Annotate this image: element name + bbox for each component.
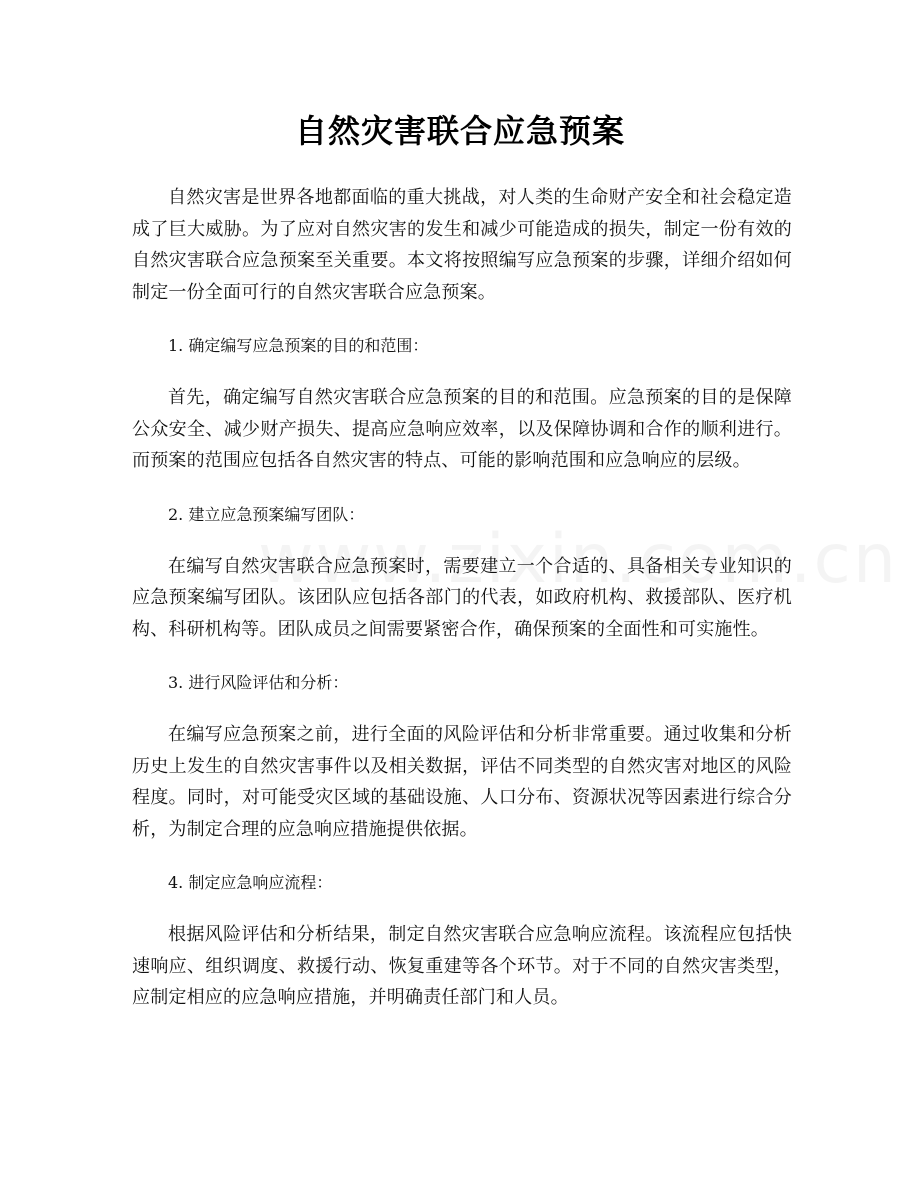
section-heading-3: 3. 进行风险评估和分析： [168,673,349,692]
section-heading-1: 1. 确定编写应急预案的目的和范围： [168,336,429,355]
section-body-4: 根据风险评估和分析结果，制定自然灾害联合应急响应流程。该流程应包括快速响应、组织调度、救援行动、恢复重建等各个环节。对于不同的自然灾害类型，应制定相应的应急响应措施，并明确责任部门和人员。 [132,924,792,1008]
intro-paragraph: 自然灾害是世界各地都面临的重大挑战，对人类的生命财产安全和社会稳定造成了巨大威胁。为了应对自然灾害的发生和减少可能造成的损失，制定一份有效的自然灾害联合应急预案至关重要。本文将按照编写应急预案的步骤，详细介绍如何制定一份全面可行的自然灾害联合应急预案。 [132,187,792,303]
section-body-2: 在编写自然灾害联合应急预案时，需要建立一个合适的、具备相关专业知识的应急预案编写团队。该团队应包括各部门的代表，如政府机构、救援部队、医疗机构、科研机构等。团队成员之间需要紧密合作，确保预案的全面性和可实施性。 [132,555,792,640]
document-body [132,182,792,1039]
section-heading-2: 2. 建立应急预案编写团队： [168,504,365,524]
section-heading-4: 4. 制定应急响应流程： [168,873,333,892]
section-body-1: 首先，确定编写自然灾害联合应急预案的目的和范围。应急预案的目的是保障公众安全、减少财产损失、提高应急响应效率，以及保障协调和合作的顺利进行。而预案的范围应包括各自然灾害的特点、可能的影响范围和应急响应的层级。 [132,387,792,471]
document-title: 自然灾害联合应急预案 [294,112,625,150]
section-body-3: 在编写应急预案之前，进行全面的风险评估和分析非常重要。通过收集和分析历史上发生的自然灾害事件以及相关数据，评估不同类型的自然灾害对地区的风险程度。同时，对可能受灾区域的基础设施、人口分布、资源状况等因素进行综合分析，为制定合理的应急响应措施提供依据。 [132,724,792,840]
